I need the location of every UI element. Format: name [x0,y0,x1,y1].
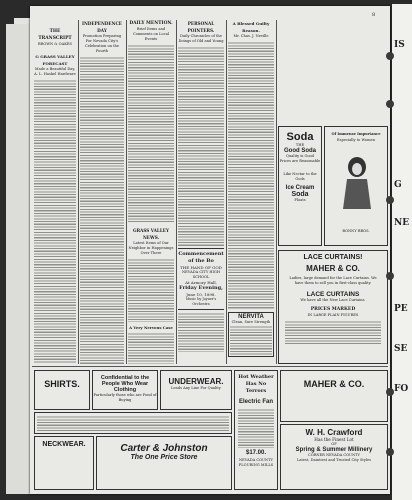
page-number: 8 [372,12,376,18]
column-4-text [178,46,224,246]
prices-title: PRICES MARKED [310,307,356,312]
soda-line-5: Quality is Good [286,154,314,158]
column-5-headline: A Blessed Guilty Reason. [232,21,270,33]
column-2-headline: INDEPENDENCE DAY [82,21,122,33]
lace-2: LACE CURTAINS [306,291,360,298]
soda-line-1: THE [295,143,305,147]
importance-ad [324,126,388,246]
column-1-text [34,79,76,364]
column-2 [80,20,124,364]
crawford-line-4: CORNER NEVADA COUNTY [308,453,360,457]
commencement-line-1: THE HAND OF GOD [180,265,222,270]
lace-body: Ladies, large demand for the Lace Curtains. We have them to sell you in first-class quality. [289,276,377,285]
grass-valley-subhead: Latest Items of Our Neighbor in Happenings Over There [128,241,174,255]
crawford-ad [280,424,388,490]
fan-price: $17.00. [245,450,267,456]
crawford-line-2: OF [331,442,337,446]
binder-ring [386,448,394,456]
commencement-line-6: Music by Joyner's Orchestra [185,297,217,306]
lace-curtains-ad [278,250,388,364]
crawford-title: W. H. Crawford [305,428,363,437]
column-3 [128,20,174,364]
prices-sub: IN LARGE PLAIN FIGURES [307,313,359,317]
confidential-line-4: Particularly those who are Fond of Buying [93,393,157,402]
soda-ad [278,126,322,246]
binder-ring [386,272,394,280]
column-5-subhead: Mr. Chas. J. Neville [233,34,269,38]
maher-ad-2 [280,370,388,422]
column-4 [178,20,224,364]
importance-title: Of Immense Importance [331,132,381,136]
nervous-case-headline: A Very Nervous Case [129,325,173,330]
fan-text [238,408,274,448]
column-3-headline: DAILY MENTION. [129,21,173,26]
soda-title: Soda [286,131,314,143]
column-3-subhead: Brief Items and Comments on Local Events [132,27,170,41]
flour-mills: NEVADA COUNTY FLOURING MILLS [238,458,274,467]
neckwear-title: NECKWEAR. [42,441,86,448]
nervita-title: NERVITA [238,314,264,320]
soda-line-4: Soda [291,191,309,198]
shirts-ad [34,370,90,410]
commencement-line-3: At Armory Hall, [185,280,217,285]
prices-list [285,320,381,344]
column-4-text-bottom [178,312,224,352]
binder-ring [386,388,394,396]
underwear-sub: Leads Any Line For Quality [171,386,221,390]
crawford-line-3: Spring & Summer Millinery [295,447,373,453]
underwear-title: UNDERWEAR. [168,377,224,386]
column-4-headline: PERSONAL POINTERS. [187,21,215,33]
commencement-line-4: Friday Evening, [179,285,223,291]
notice-strip [34,412,232,434]
crawford-line-1: Has the Finest Lot [314,437,354,442]
column-5 [228,20,274,364]
paper-name: THE TRANSCRIPT [38,29,72,41]
carter-johnston-ad [96,436,232,490]
commencement-notice [178,248,224,310]
commencement-headline: Commencement of the Bo [178,251,224,264]
soda-line-2: Good Soda [284,148,316,154]
column-1-subhead: Made a Beautiful Day, A. L. Haskel Hardware [34,67,76,76]
commencement-line-5: June 10, 1898. [186,292,216,297]
crawford-line-5: Latest, Daintiest and Trusted City Styles [296,458,372,462]
binder-ring [386,52,394,60]
nervita-sub: Clean, Sure Strength [231,320,271,324]
soda-line-7: Like Nectar to the Gods [283,172,317,181]
underwear-ad [160,370,232,410]
binder-ring [386,100,394,108]
column-1-headline: G GRASS VALLEY FORECAST [35,54,75,66]
column-4-subhead: Daily Chronicles of the Doings of Old and Young [178,34,224,43]
lace-title: LACE CURTAINS! [303,254,363,261]
column-2-subhead: Promotion Preparing For Nevada City's Celebration on the Fourth [82,34,122,53]
confidential-line-2: Confidential to the [100,375,150,381]
woman-illustration [341,153,373,209]
notice-text [37,415,229,433]
column-2-text [80,56,124,364]
soda-line-6: Prices are Reasonable [279,159,321,163]
carter-title: Carter & Johnston [120,443,208,454]
neckwear-ad [34,436,94,490]
publisher: BROWN & OAKES [38,42,72,46]
commencement-line-2: NEVADA CITY HIGH SCHOOL [182,270,220,279]
facing-page-edge: IS G NE PE SE FO [392,4,412,500]
column-3-text-end [128,332,174,364]
binder-ring [386,196,394,204]
electric-fan-ad [234,370,278,490]
shirts-title: SHIRTS. [44,379,80,389]
importance-line-3: BONNY BROS. [342,229,370,233]
nervita-text [230,325,272,355]
importance-line-2: Especially to Women [337,138,375,142]
carter-sub: The One Price Store [130,454,198,461]
column-3-text-bottom [128,258,174,322]
confidential-line-3: People Who Wear Clothing [101,381,149,393]
lace-2-sub: We have all the New Lace Curtains. [300,298,366,302]
soda-line-8: Floats [294,198,306,202]
soda-line-3: Ice Cream [285,185,315,191]
maher-1: MAHER & CO. [306,264,360,273]
newspaper-page [30,6,390,494]
nervita-ad [228,312,274,357]
column-3-text-top [128,44,174,224]
column-5-text [228,41,274,309]
maher-2: MAHER & CO. [303,379,365,389]
fan-title: Hot Weather Has No Terrors [238,374,274,394]
column-1 [34,28,76,364]
confidential-ad [92,370,158,410]
fan-line-2: Electric Fan [238,399,273,405]
grass-valley-headline: GRASS VALLEY NEWS. [133,228,169,240]
